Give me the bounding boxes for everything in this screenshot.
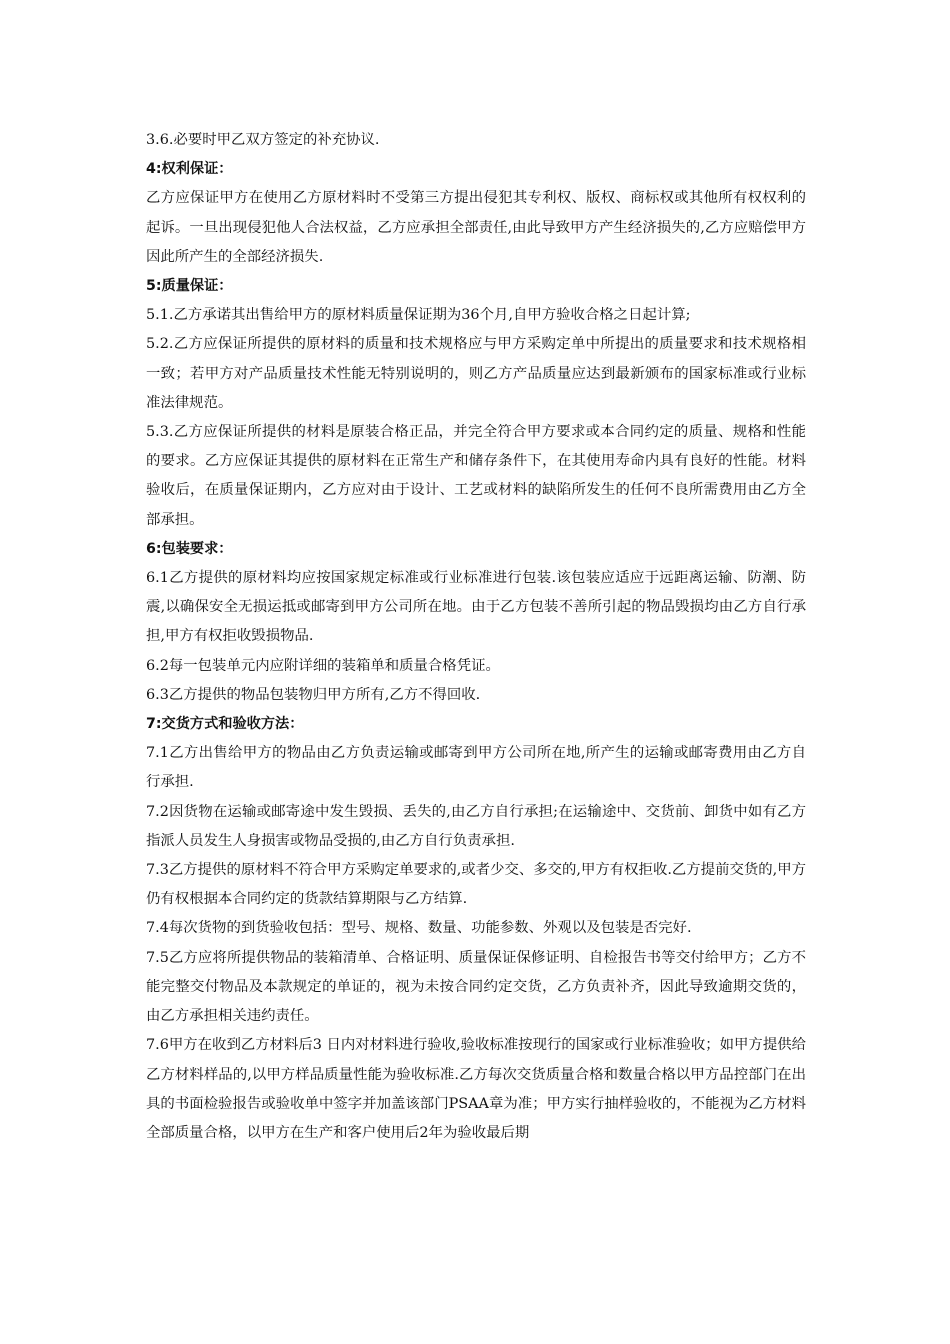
paragraph-3-6: 3.6.必要时甲乙双方签定的补充协议. xyxy=(146,132,380,148)
heading-packaging-requirements: 6:包装要求： xyxy=(146,540,233,557)
paragraph-rights-guarantee: 乙方应保证甲方在使用乙方原材料时不受第三方提出侵犯其专利权、版权、商标权或其他所有权权利的起诉。一旦出现侵犯他人合法权益，乙方应承担全部责任,由此导致甲方产生经济损失的,乙方应赔偿甲方因此所产生的全部经济损失. xyxy=(146,190,806,265)
paragraph-7-2: 7.2因货物在运输或邮寄途中发生毁损、丢失的,由乙方自行承担;在运输途中、交货前、卸货中如有乙方指派人员发生人身损害或物品受损的,由乙方自行负责承担. xyxy=(146,803,806,849)
paragraph-6-3: 6.3乙方提供的物品包装物归甲方所有,乙方不得回收. xyxy=(146,686,481,703)
document-page xyxy=(146,126,806,1148)
paragraph-7-4: 7.4每次货物的到货验收包括：型号、规格、数量、功能参数、外观以及包装是否完好. xyxy=(146,920,692,937)
paragraph-5-3: 5.3.乙方应保证所提供的材料是原装合格正品，并完全符合甲方要求或本合同约定的质量、规格和性能的要求。乙方应保证其提供的原材料在正常生产和储存条件下，在其使用寿命内具有良好的性能。材料验收后，在质量保证期内，乙方应对由于设计、工艺或材料的缺陷所发生的任何不良所需费用由乙方全部承担。 xyxy=(146,424,806,528)
paragraph-7-5: 7.5乙方应将所提供物品的装箱清单、合格证明、质量保证保修证明、自检报告书等交付给甲方；乙方不能完整交付物品及本款规定的单证的，视为未按合同约定交货，乙方负责补齐，因此导致逾期交货的，由乙方承担相关违约责任。 xyxy=(146,949,806,1025)
paragraph-7-6: 7.6甲方在收到乙方材料后3 日内对材料进行验收,验收标准按现行的国家或行业标准验收；如甲方提供给乙方材料样品的,以甲方样品质量性能为验收标准.乙方每次交货质量合格和数量合格以甲方品控部门在出具的书面检验报告或验收单中签字并加盖该部门PSAA章为准；甲方实行抽样验收的，不能视为乙方材料全部质量合格，以甲方在生产和客户使用后2年为验收最后期 xyxy=(146,1037,806,1141)
paragraph-5-2: 5.2.乙方应保证所提供的原材料的质量和技术规格应与甲方采购定单中所提出的质量要求和技术规格相一致；若甲方对产品质量技术性能无特别说明的，则乙方产品质量应达到最新颁布的国家标准或行业标准法律规范。 xyxy=(146,336,806,411)
paragraph-7-1: 7.1乙方出售给甲方的物品由乙方负责运输或邮寄到甲方公司所在地,所产生的运输或邮寄费用由乙方自行承担. xyxy=(146,745,806,791)
paragraph-5-1: 5.1.乙方承诺其出售给甲方的原材料质量保证期为36个月,自甲方验收合格之日起计算; xyxy=(146,307,691,324)
heading-rights-guarantee: 4:权利保证： xyxy=(146,161,233,178)
paragraph-6-1: 6.1乙方提供的原材料均应按国家规定标准或行业标准进行包装.该包装应适应于远距离运输、防潮、防震,以确保安全无损运抵或邮寄到甲方公司所在地。由于乙方包装不善所引起的物品毁损均由乙方自行承担,甲方有权拒收毁损物品. xyxy=(146,570,806,645)
paragraph-7-3: 7.3乙方提供的原材料不符合甲方采购定单要求的,或者少交、多交的,甲方有权拒收.乙方提前交货的,甲方仍有权根据本合同约定的货款结算期限与乙方结算. xyxy=(146,862,806,908)
paragraph-6-2: 6.2每一包装单元内应附详细的装箱单和质量合格凭证。 xyxy=(146,657,500,674)
heading-quality-guarantee: 5:质量保证： xyxy=(146,278,233,295)
heading-delivery-and-acceptance: 7:交货方式和验收方法： xyxy=(146,716,304,733)
